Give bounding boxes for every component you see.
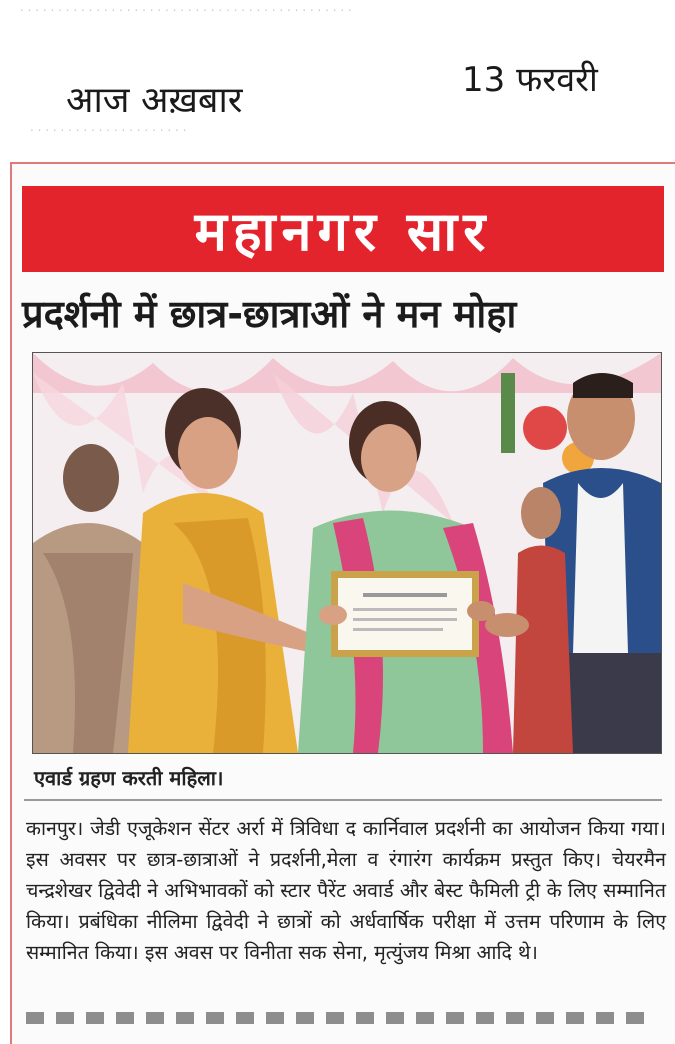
article-body: कानपुर। जेडी एजूकेशन सेंटर अर्रा में त्रिविधा द कार्निवाल प्रदर्शनी का आयोजन किया गया। इस अवसर पर छात्र-छात्राओं ने प्रदर्शनी,मेला व रंगारंग कार्यक्रम प्रस्तुत किए। चेयरमैन चन्द्रशेखर द्विवेदी ने अभिभावकों को स्टार पैरेंट अवार्ड और बेस्ट फैमिली ट्री के लिए सम्मानित किया। प्रबंधिका नीलिमा द्विवेदी ने छात्रों को अर्धवार्षिक परीक्षा में उत्तम परिणाम के लिए सम्मानित किया। इस अवस पर विनीता सक सेना, मृत्युंजय मिश्रा आदि थे। [26,817,666,964]
photo-caption: एवार्ड ग्रहण करती महिला। [34,766,224,790]
next-article-fragment [26,1012,646,1024]
newspaper-name: आज अख़बार [66,80,243,121]
faint-mid-text: . . . . . . . . . . . . . . . . . . . . . [30,120,187,134]
section-title: महानगर सार [194,200,492,263]
publication-date: 13 फरवरी [462,60,598,100]
award-ceremony-photo [33,353,661,753]
news-photo [32,352,662,754]
article-headline: प्रदर्शनी में छात्र-छात्राओं ने मन मोहा [22,292,517,336]
faint-top-text: . . . . . . . . . . . . . . . . . . . . . . . . . . . . . . . . . . . . . . . . . . . . [20,0,352,14]
caption-divider [24,799,662,801]
section-banner [22,186,664,272]
